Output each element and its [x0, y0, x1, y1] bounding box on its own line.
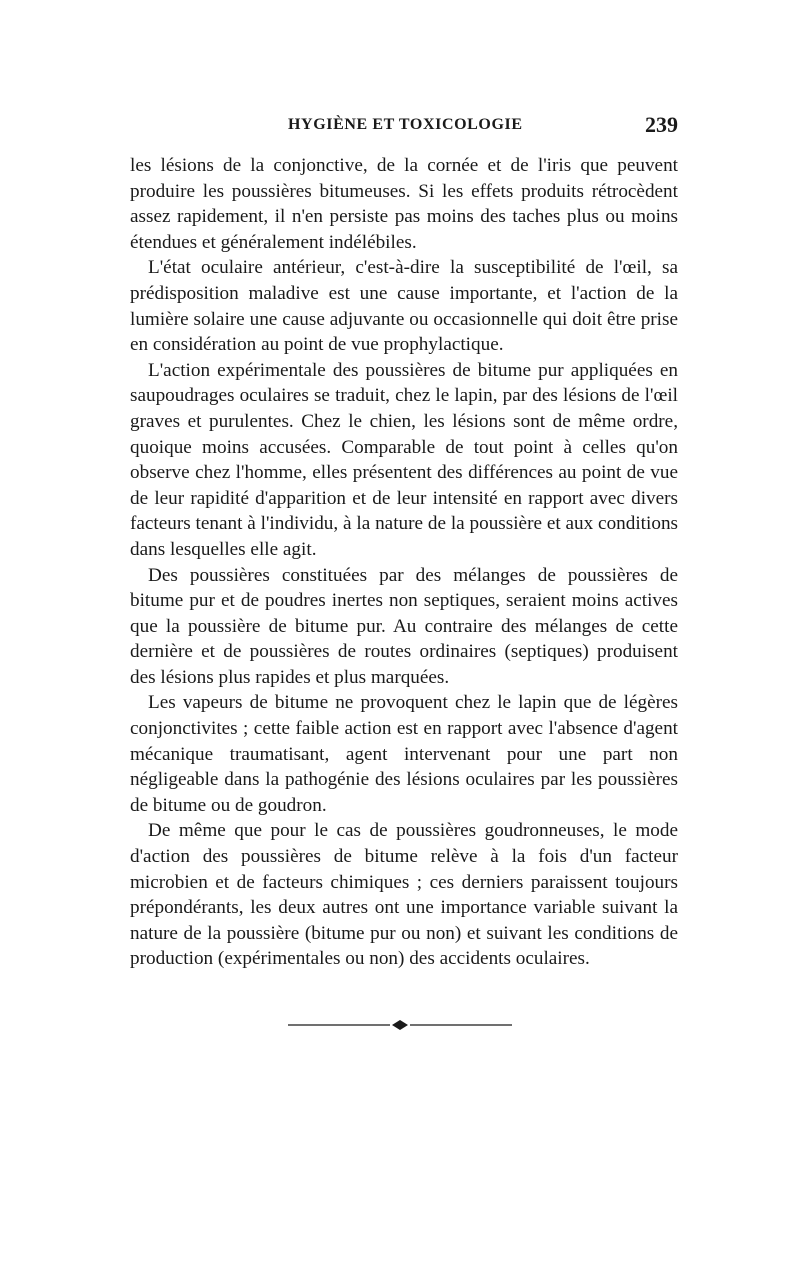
body-text — [130, 153, 678, 972]
paragraph: les lésions de la conjonctive, de la cornée et de l'iris que peuvent produire les poussières bitumeuses. Si les effets produits rétrocèdent assez rapidement, il n'en persiste pas moins des taches plus ou moins étendues et généralement indélébiles. — [130, 155, 678, 253]
page-number: 239 — [645, 112, 678, 137]
paragraph: Des poussières constituées par des mélanges de poussières de bitume pur et de poudres inertes non septiques, seraient moins actives que la poussière de bitume pur. Au contraire des mélanges de cette dernière et de poussières de routes ordinaires (septiques) produisent des lésions plus rapides et plus marquées. — [130, 564, 678, 688]
end-ornament-icon — [288, 1018, 512, 1032]
paragraph: L'état oculaire antérieur, c'est-à-dire la susceptibilité de l'œil, sa prédisposition maladive est une cause importante, et l'action de la lumière solaire une cause adjuvante ou occasionnelle qui doit être prise en considération au point de vue prophylactique. — [130, 257, 678, 356]
paragraph: De même que pour le cas de poussières goudronneuses, le mode d'action des poussières de bitume relève à la fois d'un facteur microbien et de facteurs chimiques ; ces derniers paraissent toujours prépondérants, les deux autres ont une importance variable suivant la nature de la poussière (bitume pur ou non) et suivant les conditions de production (expérimentales ou non) des accidents oculaires. — [130, 820, 678, 970]
paragraph: Les vapeurs de bitume ne provoquent chez le lapin que de légères conjonctivites ; cette faible action est en rapport avec l'absence d'agent mécanique traumatisant, agent intervenant pour une part non négligeable dans la pathogénie des lésions oculaires par les poussières de bitume ou de goudron. — [130, 692, 678, 816]
paragraph: L'action expérimentale des poussières de bitume pur appliquées en saupoudrages oculaires se traduit, chez le lapin, par des lésions de l'œil graves et purulentes. Chez le chien, les lésions sont de même ordre, quoique moins accusées. Comparable de tout point à celles qu'on observe chez l'homme, elles présentent des différences au point de vue de leur rapidité d'apparition et de leur intensité en rapport avec divers facteurs tenant à l'individu, à la nature de la poussière et aux conditions dans lesquelles elle agit. — [130, 359, 678, 560]
page-header — [130, 112, 678, 142]
running-title: HYGIÈNE ET TOXICOLOGIE — [288, 116, 523, 133]
